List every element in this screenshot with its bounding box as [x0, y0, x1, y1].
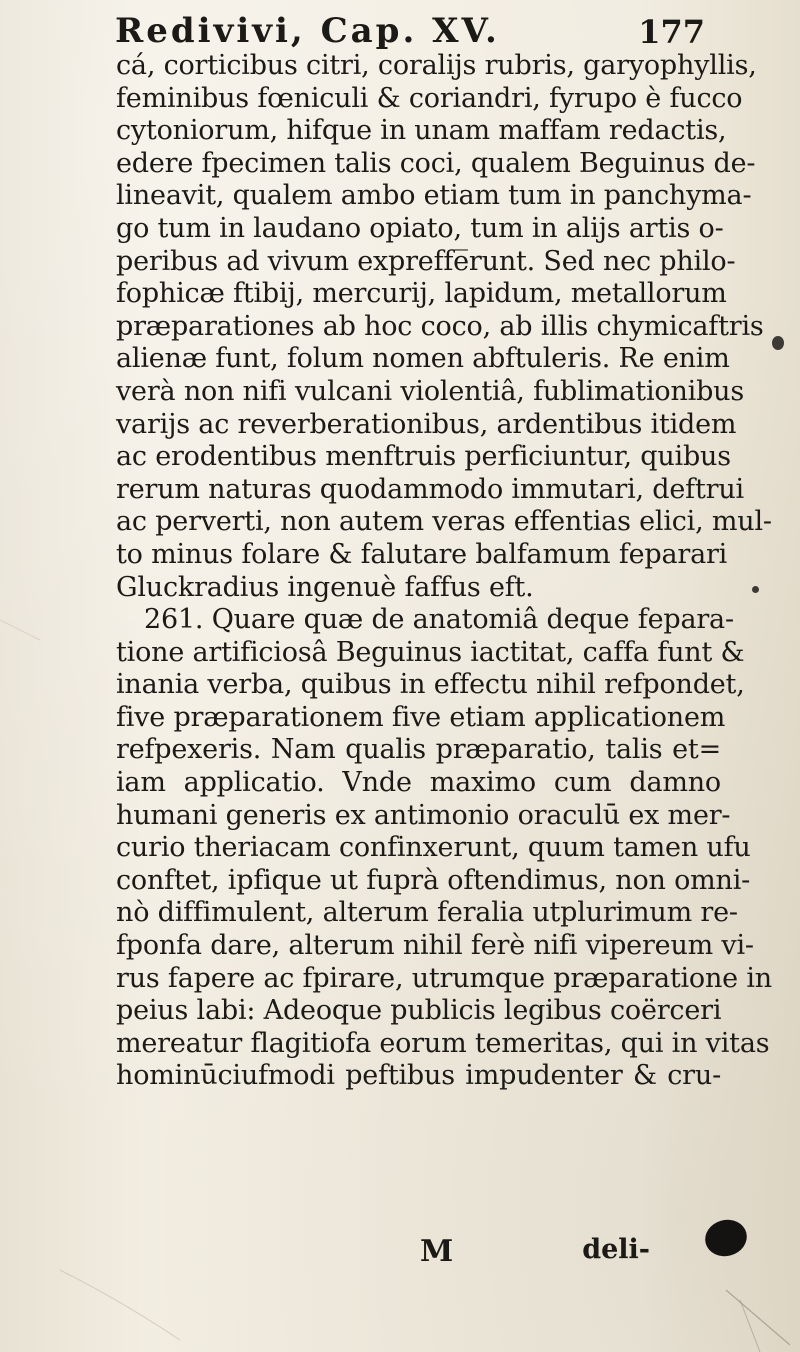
text-line: tione artificiosâ Beguinus iactitat, caffa funt &	[116, 636, 745, 668]
text-line: humani generis ex antimonio oraculū ex mer-	[116, 799, 731, 831]
text-line: curio theriacam confinxerunt, quum tamen ufu	[116, 832, 751, 864]
text-line: hominūciufmodi peftibus impudenter & cru-	[116, 1060, 721, 1092]
text-line: rus fapere ac fpirare, utrumque præparatione in	[116, 962, 772, 994]
body-text	[116, 50, 772, 1093]
text-line: peribus ad vivum expreffe̅runt. Sed nec philo-	[116, 245, 736, 277]
text-line: go tum in laudano opiato, tum in alijs artis o-	[116, 212, 724, 244]
signature-mark: M	[420, 1234, 454, 1269]
margin-ink-spot	[752, 586, 759, 593]
text-line: mereatur flagitiofa eorum temeritas, qui in vitas	[116, 1027, 770, 1059]
page-number: 177	[638, 13, 705, 51]
text-line: conftet, ipfique ut fuprà oftendimus, non omni-	[116, 864, 751, 896]
text-line: five præparationem five etiam applicationem	[116, 701, 726, 733]
text-line: edere fpecimen talis coci, qualem Beguinus de-	[116, 147, 756, 179]
section-number: 261.	[144, 604, 204, 636]
text-line: Quare quæ de anatomiâ deque fepara-	[211, 604, 734, 636]
page-header	[115, 8, 705, 51]
catchword: deli-	[582, 1234, 650, 1265]
margin-ink-spot	[772, 336, 784, 350]
text-line: refpexeris. Nam qualis præparatio, talis et=	[116, 734, 721, 766]
text-line: feminibus fœniculi & coriandri, fyrupo è fucco	[116, 82, 743, 114]
text-line: verà non nifi vulcani violentiâ, fublimationibus	[116, 375, 744, 407]
text-line: inania verba, quibus in effectu nihil refpondet,	[116, 669, 745, 701]
text-line: fponfa dare, alterum nihil ferè nifi vipereum vi-	[116, 930, 754, 962]
text-line: Gluckradius ingenuè faffus eft.	[116, 571, 534, 603]
text-line: nò diffimulent, alterum feralia utplurimum re-	[116, 897, 738, 929]
text-line: iam applicatio. Vnde maximo cum damno	[116, 767, 721, 799]
text-line: peius labi: Adeoque publicis legibus coërceri	[116, 995, 722, 1027]
text-line: præparationes ab hoc coco, ab illis chymicaftris	[116, 310, 764, 342]
text-line: cytoniorum, hifque in unam maffam redactis,	[116, 115, 727, 147]
text-line: fophicæ ftibij, mercurij, lapidum, metallorum	[116, 278, 727, 310]
page-footer	[420, 1234, 720, 1269]
text-line: to minus folare & falutare balfamum feparari	[116, 538, 728, 570]
text-line: alienæ funt, folum nomen abftuleris. Re enim	[116, 343, 730, 375]
text-line: lineavit, qualem ambo etiam tum in panchyma-	[116, 180, 752, 212]
text-line: cá, corticibus citri, coralijs rubris, garyophyllis,	[116, 50, 757, 81]
text-line: ac erodentibus menftruis perficiuntur, quibus	[116, 441, 731, 473]
paragraph-first-line	[116, 604, 734, 637]
text-line: rerum naturas quodammodo immutari, deftrui	[116, 473, 744, 505]
text-line: varijs ac reverberationibus, ardentibus itidem	[116, 408, 737, 440]
text-line: ac perverti, non autem veras effentias elici, mul-	[116, 506, 772, 538]
running-head: Redivivi, Cap. XV.	[115, 11, 500, 51]
